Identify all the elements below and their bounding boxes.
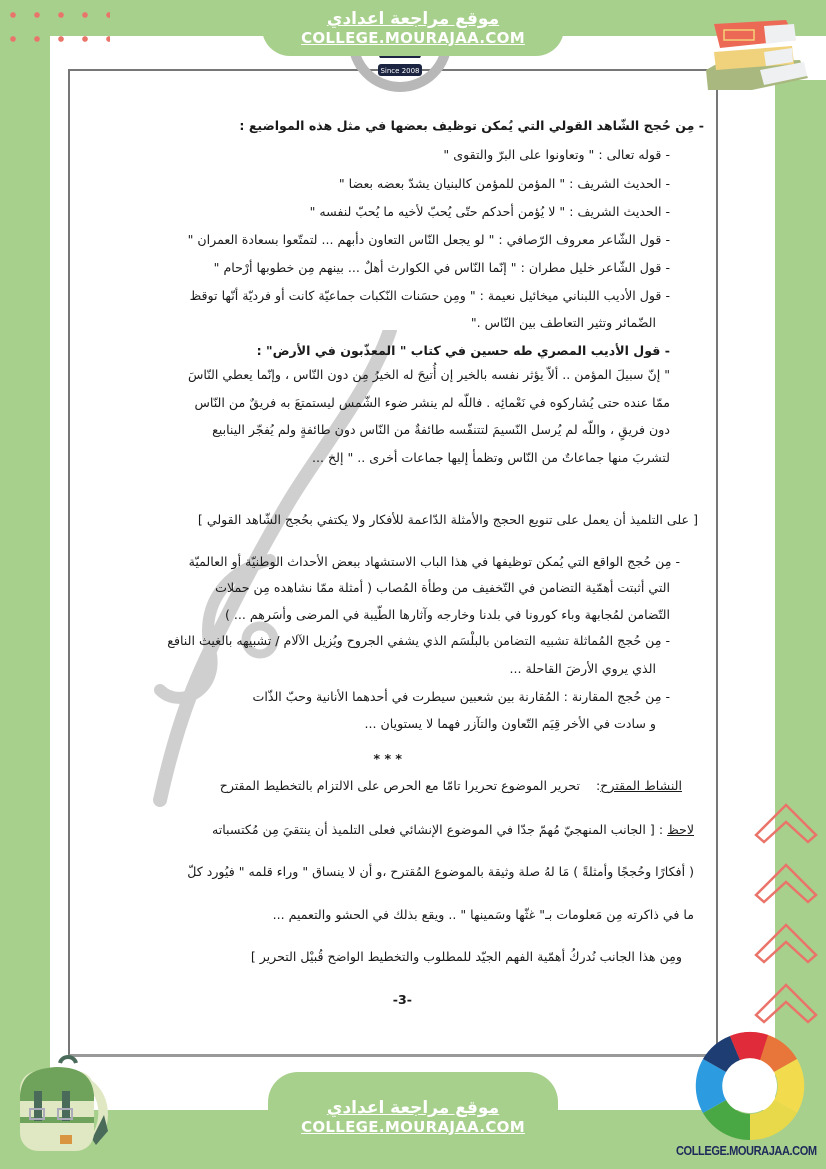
subjects-wheel-logo-icon [694,1030,806,1142]
page-number: -3- [392,992,412,1007]
quote-line: ممّا عنده حتى يُشاركوه في نَعْمائِه . فاللّه لم ينشر ضوء الشّمس ليستمتعَ به فريقٌ من النّاس [194,395,670,410]
quote-line: دون فريقٍ ، واللّه لم يُرسل النّسيمَ لتتنفّسه طائفةٌ من النّاس دون طائفةٍ ولم يُفجّر الينابيع [212,422,670,437]
left-green-bar [0,36,50,1169]
svg-text:Since 2008: Since 2008 [380,67,420,75]
chevron-up-icon [746,790,826,850]
intro-line: - مِن حُجج الشّاهد القولي التي يُمكن توظيف بعضها في مثل هذه المواضيع : [239,118,704,133]
quote-line: - قول الأديب اللبناني ميخائيل نعيمة : " ومِن حسَنات النّكبات جماعيّة كانت أو فرديّة أنّها توقظ [189,288,670,303]
note-label: لاحظ [667,822,694,837]
activity-label: النشاط المقترح [600,778,682,793]
header-banner[interactable] [262,0,564,56]
footer-site-url[interactable]: COLLEGE.MOURAJAA.COM [301,1118,525,1136]
activity-text: تحرير الموضوع تحريرا تامّا مع الحرص على الالتزام بالتخطيط المقترح [219,778,580,793]
quote-line: - قول الشّاعر معروف الرّصافي : " لو يجعل النّاس التعاون دأبهم ... لتمتّعوا بسعادة العمران " [187,232,670,247]
chevron-up-icon [746,910,826,970]
argument-line: الذي يروي الأرضَ القاحلة ... [509,661,656,676]
header-site-url[interactable]: COLLEGE.MOURAJAA.COM [301,29,525,47]
argument-line: - مِن حُجج المُماثلة تشبيه التضامن بالبلْسَم الذي يشفي الجروح ويُزيل الآلام / تشبيهه بالغيث النافع [167,633,670,648]
quote-heading: - قول الأديب المصري طه حسين في كتاب " المعذّبون في الأرض" : [256,343,670,358]
quote-line: - الحديث الشريف : " المؤمن للمؤمن كالبنيان يشدّ بعضه بعضا " [338,176,670,191]
note-line: ومِن هذا الجانب نُدركُ أهمّية الفهم الجيّد للمطلوب والتخطيط الواضح قُبيْل التحرير ] [250,949,682,964]
chevron-up-icon [746,970,826,1030]
argument-line: و سادت في الأخر قِيَم التّعاون والتآزر فهما لا يستويان ... [364,716,656,731]
note-line: ما في ذاكرته مِن مَعلومات بـ" غثّها وسَمينها " .. ويقع بذلك في الحشو والتعميم ... [272,907,694,922]
backpack-illustration-icon [12,1055,110,1155]
argument-line: التّضامن لمُجابهة وباء كورونا في بلدنا وخارجه وآثارها الطّيبة في المرضى وأسَرهم ... ) [224,607,670,622]
footer-site-name: موقع مراجعة اعدادي [326,1098,500,1118]
quote-line: الضّمائر وتثير التعاطف بين النّاس ." [470,315,656,330]
argument-line: التي أثبتت أهمّية التضامن في التّخفيف من وطأة المُصاب ( أمثلة ممّا نشاهده مِن حملات [215,580,670,595]
wheel-logo-label[interactable]: COLLEGE.MOURAJAA.COM [676,1143,817,1158]
dot-pattern [0,0,110,60]
chevron-up-icon [746,850,826,910]
activity-line: النشاط المقترح: تحرير الموضوع تحريرا تامّا مع الحرص على الالتزام بالتخطيط المقترح [219,778,682,793]
quote-line: " إنّ سبيلَ المؤمن .. ألاّ يؤثر نفسه بالخير إن أُتيحَ له الخيرُ مِن دون النّاس ، وإنّما يعطي النّاسَ [188,367,670,382]
books-illustration-icon [700,10,812,90]
quote-line: لتشربَ منها جماعاتٌ من النّاس وتظمأ إليها جماعات أخرى .. " إلخ ... [312,450,670,465]
teacher-note: [ على التلميذ أن يعمل على تنويع الحجج والأمثلة الدّاعمة للأفكار ولا يكتفي بحُجج الشّاهد القولي ] [197,512,698,527]
quote-line: - الحديث الشريف : " لا يُؤمن أحدكم حتّى يُحبّ لأخيه ما يُحبّ لنفسه " [309,204,670,219]
note-text: [ الجانب المنهجيّ مُهمّ جدّا في الموضوع الإنشائي فعلى التلميذ أن ينتقيَ مِن مُكتسباته [211,822,655,837]
footer-banner[interactable] [268,1072,558,1169]
section-separator: * * * [373,751,402,766]
quote-line: - قوله تعالى : " وتعاونوا على البرّ والتقوى " [443,147,670,162]
header-site-name: موقع مراجعة اعدادي [326,9,500,29]
argument-line: - مِن حُجج المقارنة : المُقارنة بين شعبين سيطرت في أحدهما الأنانية وحبّ الذّات [252,689,670,704]
quote-line: - قول الشّاعر خليل مطران : " إنّما النّاس في الكوارث أهلٌ ... بينهم مِن خطوبها أرْحام " [213,260,670,275]
argument-line: - مِن حُجج الواقع التي يُمكن توظيفها في هذا الباب الاستشهاد ببعض الأحداث الوطنيّة أو العالميّة [188,554,680,569]
note-line: ( أفكارًا وحُججًا وأمثلةً ) مَا لهُ صلة وثيقة بالموضوع المُقترح ،و أن لا ينساق " وراء قلمه " فيُورد كلّ [187,864,694,879]
note-line: لاحظ : [ الجانب المنهجيّ مُهمّ جدّا في الموضوع الإنشائي فعلى التلميذ أن ينتقيَ مِن مُكتسباته [211,822,694,837]
